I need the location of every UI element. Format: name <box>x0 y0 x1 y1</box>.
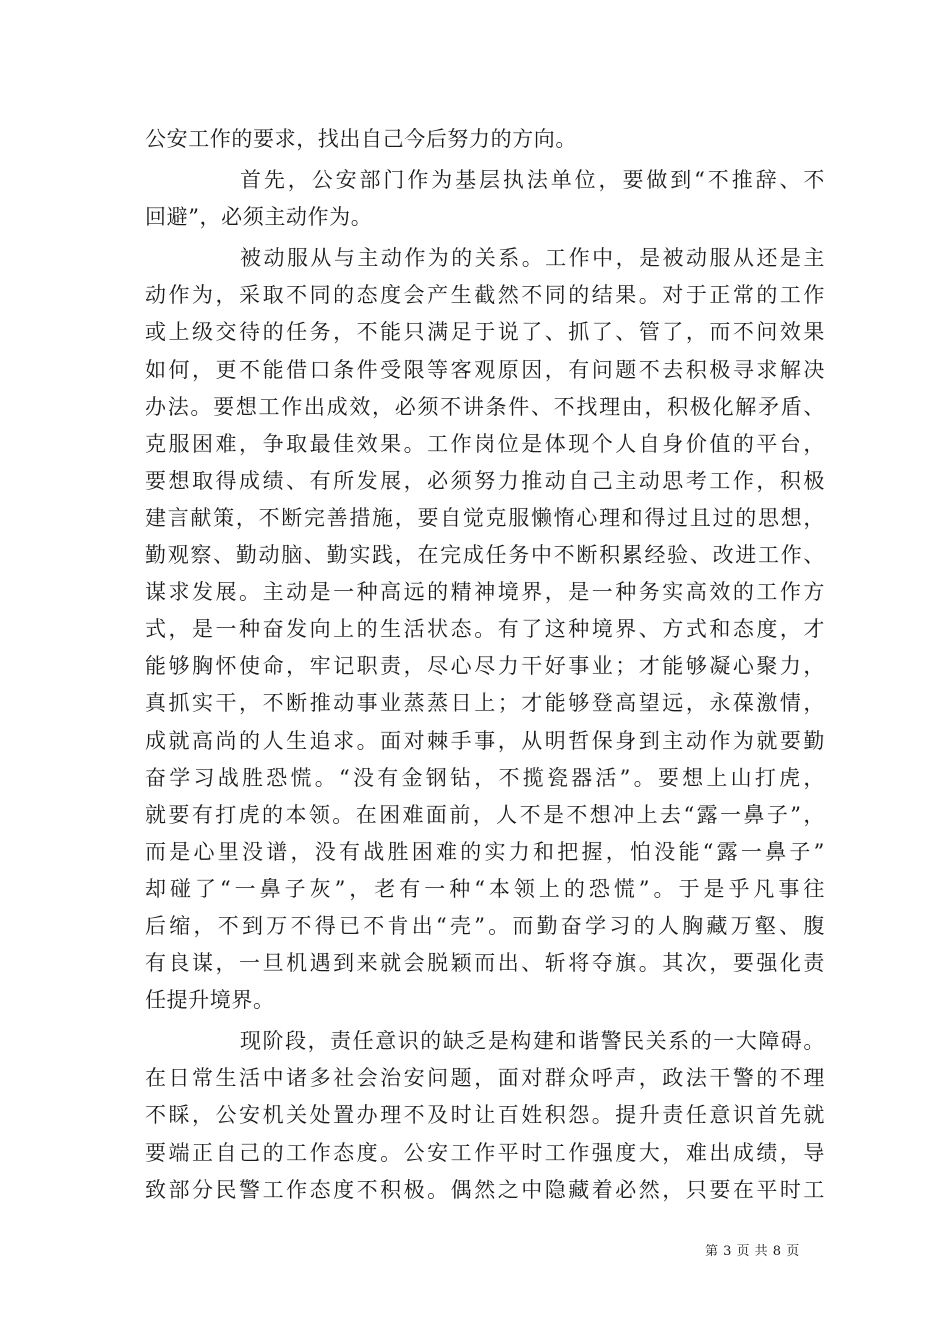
text-line: 致部分民警工作态度不积极。偶然之中隐藏着必然，只要在平时工 <box>145 1177 825 1202</box>
text-line: 有良谋，一旦机遇到来就会脱颖而出、斩将夺旗。其次，要强化责 <box>145 951 825 976</box>
paragraph <box>145 162 825 236</box>
text-line: 后缩，不到万不得已不肯出“壳”。而勤奋学习的人胸藏万壑、腹 <box>145 913 825 938</box>
text-line: 如何，更不能借口条件受限等客观原因，有问题不去积极寻求解决 <box>145 357 825 382</box>
text-line: 现阶段，责任意识的缺乏是构建和谐警民关系的一大障碍。 <box>240 1029 825 1054</box>
text-line: 回避”，必须主动作为。 <box>145 205 373 230</box>
paragraph <box>145 121 825 158</box>
text-line: 却碰了“一鼻子灰”，老有一种“本领上的恐慌”。于是乎凡事往 <box>145 876 825 901</box>
text-line: 或上级交待的任务，不能只满足于说了、抓了、管了，而不问效果 <box>145 320 825 345</box>
text-line: 要想取得成绩、有所发展，必须努力推动自己主动思考工作，积极 <box>145 468 825 493</box>
text-line: 勤观察、勤动脑、勤实践，在完成任务中不断积累经验、改进工作、 <box>145 543 825 568</box>
document-body <box>145 121 825 1209</box>
text-line: 建言献策，不断完善措施，要自觉克服懒惰心理和得过且过的思想， <box>145 505 825 530</box>
text-line: 被动服从与主动作为的关系。工作中，是被动服从还是主 <box>240 246 825 271</box>
paragraph <box>145 240 825 1019</box>
text-line: 办法。要想工作出成效，必须不讲条件、不找理由，积极化解矛盾、 <box>145 394 825 419</box>
text-line: 能够胸怀使命，牢记职责，尽心尽力干好事业；才能够凝心聚力， <box>145 654 825 679</box>
text-line: 式，是一种奋发向上的生活状态。有了这种境界、方式和态度，才 <box>145 617 825 642</box>
text-line: 谋求发展。主动是一种高远的精神境界，是一种务实高效的工作方 <box>145 580 825 605</box>
text-line: 公安工作的要求，找出自己今后努力的方向。 <box>145 127 577 151</box>
text-line: 要端正自己的工作态度。公安工作平时工作强度大，难出成绩，导 <box>145 1140 825 1165</box>
text-line: 成就高尚的人生追求。面对棘手事，从明哲保身到主动作为就要勤 <box>145 728 825 753</box>
text-line: 奋学习战胜恐慌。“没有金钢钻，不揽瓷器活”。要想上山打虎， <box>145 765 825 790</box>
text-line: 动作为，采取不同的态度会产生截然不同的结果。对于正常的工作 <box>145 283 825 308</box>
text-line: 不睬，公安机关处置办理不及时让百姓积怨。提升责任意识首先就 <box>145 1103 825 1128</box>
page-number-footer: 第 3 页 共 8 页 <box>705 1244 800 1259</box>
text-line: 在日常生活中诸多社会治安问题，面对群众呼声，政法干警的不理 <box>145 1066 825 1091</box>
text-line: 真抓实干，不断推动事业蒸蒸日上；才能够登高望远，永葆激情， <box>145 691 825 716</box>
text-line: 首先，公安部门作为基层执法单位，要做到“不推辞、不 <box>240 168 825 193</box>
text-line: 克服困难，争取最佳效果。工作岗位是体现个人自身价值的平台， <box>145 431 825 456</box>
paragraph <box>145 1023 825 1208</box>
text-line: 就要有打虎的本领。在困难面前，人不是不想冲上去“露一鼻子”， <box>145 802 825 827</box>
text-line: 任提升境界。 <box>145 988 275 1013</box>
text-line: 而是心里没谱，没有战胜困难的实力和把握，怕没能“露一鼻子” <box>145 839 825 864</box>
